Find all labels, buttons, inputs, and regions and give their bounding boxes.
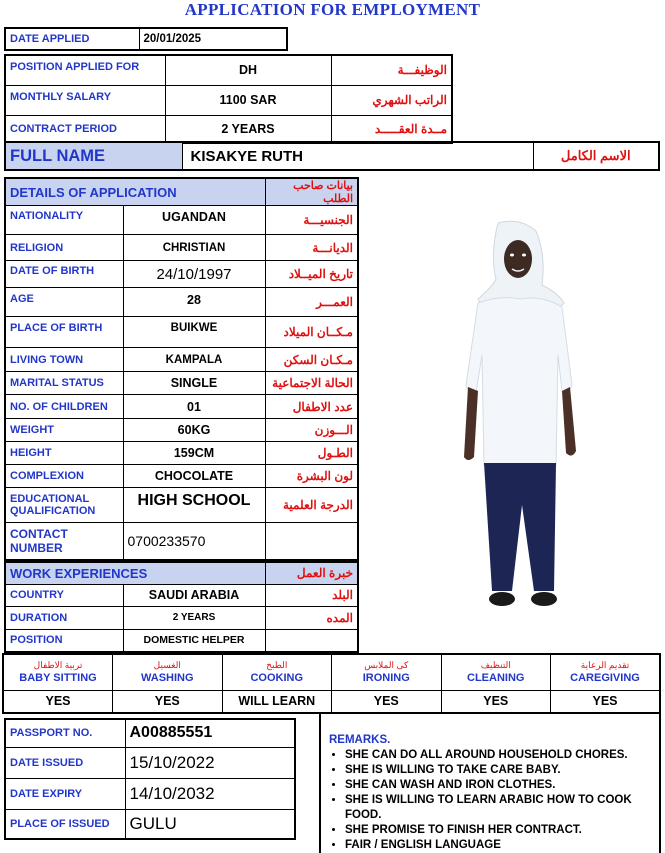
- religion-arabic: الديانـــة: [265, 235, 358, 261]
- contract-row: [5, 115, 452, 143]
- contract-value: 2 YEARS: [165, 115, 331, 143]
- date-expiry-label: DATE EXPIRY: [5, 778, 125, 809]
- height-arabic: الطـول: [265, 442, 358, 465]
- salary-row: [5, 85, 452, 115]
- skill-arabic: الطبخ: [266, 660, 288, 671]
- skill-label: BABY SITTING: [19, 672, 97, 685]
- work-position-value: DOMESTIC HELPER: [123, 629, 265, 652]
- marital-status-label: MARITAL STATUS: [5, 372, 123, 395]
- nationality-value: UGANDAN: [123, 206, 265, 235]
- weight-label: WEIGHT: [5, 419, 123, 442]
- table-row: [5, 778, 295, 809]
- complexion-arabic: لون البشرة: [265, 465, 358, 488]
- place-of-birth-value: BUIKWE: [123, 317, 265, 348]
- skill-value: YES: [332, 690, 442, 713]
- remarks-box: [319, 712, 661, 853]
- table-row: [5, 442, 358, 465]
- salary-arabic: الراتب الشهري: [331, 85, 452, 115]
- applicant-figure-icon: [438, 215, 578, 615]
- skill-arabic: كى الملابس: [364, 660, 409, 671]
- skill-label: CAREGIVING: [570, 672, 640, 685]
- nationality-label: NATIONALITY: [5, 206, 123, 235]
- skills-value-row: [3, 690, 660, 713]
- skill-value: YES: [113, 690, 223, 713]
- work-header: WORK EXPERIENCES: [5, 562, 265, 584]
- position-table: [4, 54, 453, 144]
- table-row: [5, 317, 358, 348]
- full-name-label: FULL NAME: [5, 142, 182, 170]
- marital-status-value: SINGLE: [123, 372, 265, 395]
- table-row: [5, 747, 295, 778]
- date-expiry-value: 14/10/2032: [125, 778, 295, 809]
- salary-label: MONTHLY SALARY: [5, 85, 165, 115]
- full-name-table: [4, 141, 660, 171]
- remarks-title: REMARKS.: [329, 734, 391, 746]
- date-issued-value: 15/10/2022: [125, 747, 295, 778]
- page-title: APPLICATION FOR EMPLOYMENT: [184, 0, 481, 19]
- list-item: • SHE PROMISE TO FINISH HER CONTRACT.: [345, 823, 651, 838]
- date-issued-label: DATE ISSUED: [5, 747, 125, 778]
- details-table: [4, 177, 359, 561]
- list-item: • SHE IS WILLING TO LEARN ARABIC HOW TO COOK FOOD.: [345, 793, 651, 823]
- dob-label: DATE OF BIRTH: [5, 261, 123, 288]
- passport-table: [4, 718, 296, 840]
- skill-value: YES: [441, 690, 551, 713]
- height-value: 159CM: [123, 442, 265, 465]
- skill-value: WILL LEARN: [222, 690, 332, 713]
- height-label: HEIGHT: [5, 442, 123, 465]
- passport-no-label: PASSPORT NO.: [5, 719, 125, 747]
- education-arabic: الدرجة العلمية: [265, 488, 358, 523]
- dob-arabic: تاريخ الميــلاد: [265, 261, 358, 288]
- table-row: [5, 719, 295, 747]
- marital-status-arabic: الحالة الاجتماعية: [265, 372, 358, 395]
- table-row: [5, 235, 358, 261]
- table-row: [5, 348, 358, 372]
- weight-arabic: الـــوزن: [265, 419, 358, 442]
- skill-label: IRONING: [362, 672, 410, 685]
- table-row: [5, 419, 358, 442]
- children-label: NO. OF CHILDREN: [5, 395, 123, 419]
- work-table: [4, 561, 359, 653]
- age-value: 28: [123, 288, 265, 317]
- skill-value: YES: [551, 690, 661, 713]
- skill-arabic: تقديم الرعاية: [580, 660, 630, 671]
- passport-no-value: A00885551: [125, 719, 295, 747]
- details-header-arabic: بيانات صاحب الطلب: [265, 178, 358, 206]
- skills-header-row: [3, 654, 660, 690]
- dob-value: 24/10/1997: [123, 261, 265, 288]
- place-of-birth-arabic: مـكــان الميلاد: [265, 317, 358, 348]
- living-town-label: LIVING TOWN: [5, 348, 123, 372]
- skill-arabic: تربية الاطفال: [33, 660, 83, 671]
- age-label: AGE: [5, 288, 123, 317]
- nationality-arabic: الجنسيـــة: [265, 206, 358, 235]
- table-row: [5, 523, 358, 560]
- position-label: POSITION APPLIED FOR: [5, 55, 165, 85]
- details-header: DETAILS OF APPLICATION: [5, 178, 265, 206]
- living-town-value: KAMPALA: [123, 348, 265, 372]
- position-value: DH: [165, 55, 331, 85]
- table-row: [5, 606, 358, 629]
- salary-value: 1100 SAR: [165, 85, 331, 115]
- country-value: SAUDI ARABIA: [123, 584, 265, 606]
- work-position-label: POSITION: [5, 629, 123, 652]
- work-header-arabic: خبرة العمل: [265, 562, 358, 584]
- table-row: [5, 584, 358, 606]
- date-applied-label: DATE APPLIED: [5, 28, 139, 50]
- skill-label: WASHING: [140, 672, 194, 685]
- duration-arabic: المده: [265, 606, 358, 629]
- place-issued-value: GULU: [125, 809, 295, 839]
- table-row: [5, 288, 358, 317]
- list-item: • SHE CAN DO ALL AROUND HOUSEHOLD CHORES.: [345, 748, 651, 763]
- contact-label: CONTACT NUMBER: [5, 523, 123, 560]
- place-of-birth-label: PLACE OF BIRTH: [5, 317, 123, 348]
- full-name-value: KISAKYE RUTH: [182, 142, 533, 170]
- table-row: [5, 629, 358, 652]
- position-arabic: الوظيفـــة: [331, 55, 452, 85]
- contact-value: 0700233570: [123, 523, 265, 560]
- table-row: [5, 372, 358, 395]
- age-arabic: العمـــر: [265, 288, 358, 317]
- table-row: [5, 261, 358, 288]
- applicant-photo: [438, 215, 578, 615]
- place-issued-label: PLACE OF ISSUED: [5, 809, 125, 839]
- duration-label: DURATION: [5, 606, 123, 629]
- children-value: 01: [123, 395, 265, 419]
- contact-arabic: [265, 523, 358, 560]
- contract-label: CONTRACT PERIOD: [5, 115, 165, 143]
- date-applied-table: [4, 27, 288, 51]
- list-item: • SHE IS WILLING TO TAKE CARE BABY.: [345, 763, 651, 778]
- weight-value: 60KG: [123, 419, 265, 442]
- remarks-list: [329, 748, 651, 853]
- full-name-arabic: الاسم الكامل: [533, 142, 659, 170]
- duration-value: 2 YEARS: [123, 606, 265, 629]
- skill-value: YES: [3, 690, 113, 713]
- religion-label: RELIGION: [5, 235, 123, 261]
- skill-arabic: التنظيف: [480, 660, 511, 671]
- table-row: [5, 395, 358, 419]
- list-item: • FAIR / ENGLISH LANGUAGE: [345, 838, 651, 853]
- skill-label: COOKING: [250, 672, 304, 685]
- work-position-arabic: [265, 629, 358, 652]
- religion-value: CHRISTIAN: [123, 235, 265, 261]
- living-town-arabic: مـكـان السكن: [265, 348, 358, 372]
- position-row: [5, 55, 452, 85]
- skill-label: CLEANING: [467, 672, 525, 685]
- table-row: [5, 206, 358, 235]
- children-arabic: عدد الاطفال: [265, 395, 358, 419]
- complexion-label: COMPLEXION: [5, 465, 123, 488]
- date-applied-value: 20/01/2025: [139, 28, 287, 50]
- contract-arabic: مــدة العقـــــد: [331, 115, 452, 143]
- table-row: [5, 488, 358, 523]
- list-item: • SHE CAN WASH AND IRON CLOTHES.: [345, 778, 651, 793]
- education-value: HIGH SCHOOL: [123, 488, 265, 523]
- table-row: [5, 465, 358, 488]
- country-arabic: البلد: [265, 584, 358, 606]
- skill-arabic: الغسيل: [153, 660, 181, 671]
- education-label: EDUCATIONAL QUALIFICATION: [5, 488, 123, 523]
- skills-table: [2, 653, 661, 714]
- table-row: [5, 809, 295, 839]
- country-label: COUNTRY: [5, 584, 123, 606]
- complexion-value: CHOCOLATE: [123, 465, 265, 488]
